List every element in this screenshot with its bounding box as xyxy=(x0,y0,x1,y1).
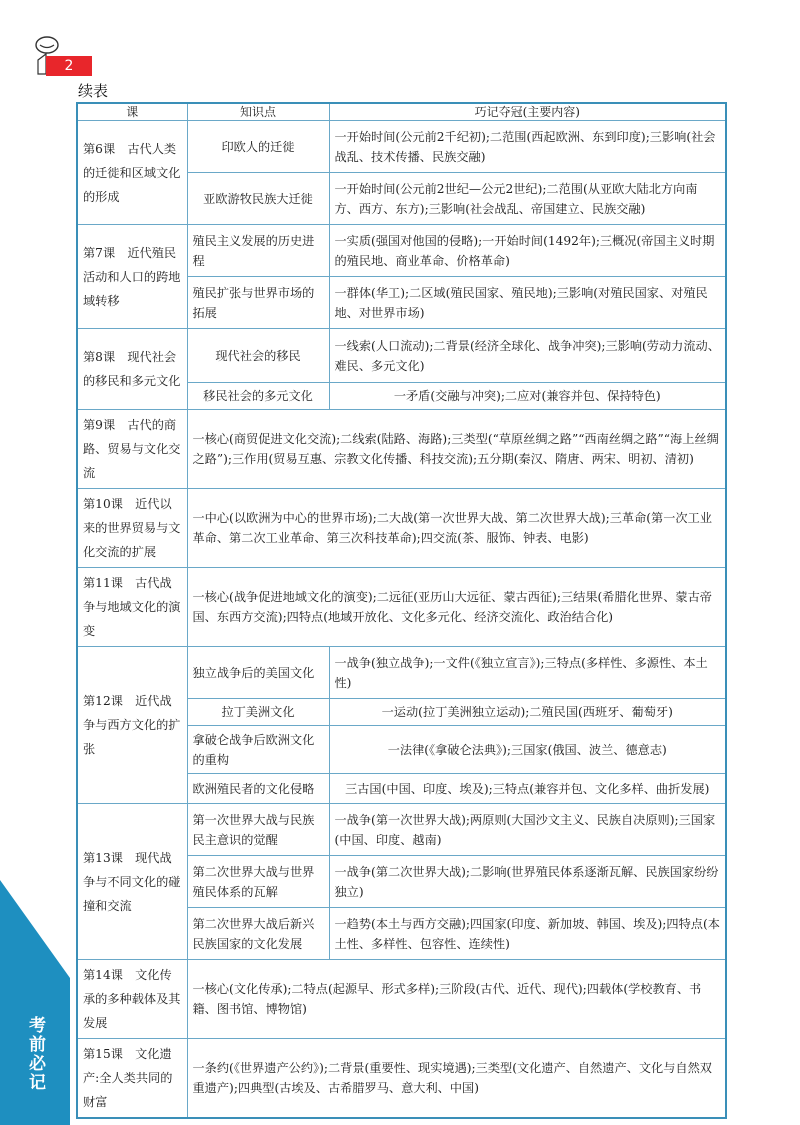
lesson-cell: 第6课 古代人类的迁徙和区域文化的形成 xyxy=(77,121,187,225)
continued-label: 续表 xyxy=(78,82,109,100)
column-header-lesson: 课 xyxy=(77,103,187,121)
table-row xyxy=(77,960,726,1039)
table-row xyxy=(77,647,726,699)
content-cell: 一法律(《拿破仑法典》);三国家(俄国、波兰、德意志) xyxy=(329,726,726,774)
knowledge-cell: 殖民主义发展的历史进程 xyxy=(187,225,329,277)
table-row xyxy=(77,1039,726,1119)
knowledge-cell: 殖民扩张与世界市场的拓展 xyxy=(187,277,329,329)
table-header-row xyxy=(77,103,726,121)
lesson-cell: 第7课 近代殖民活动和人口的跨地域转移 xyxy=(77,225,187,329)
knowledge-table xyxy=(76,102,727,1119)
lesson-cell: 第12课 近代战争与西方文化的扩张 xyxy=(77,647,187,804)
lesson-cell: 第15课 文化遗产:全人类共同的财富 xyxy=(77,1039,187,1119)
column-header-knowledge: 知识点 xyxy=(187,103,329,121)
knowledge-cell: 亚欧游牧民族大迁徙 xyxy=(187,173,329,225)
content-cell: 一运动(拉丁美洲独立运动);二殖民国(西班牙、葡萄牙) xyxy=(329,699,726,726)
column-header-content: 巧记夺冠(主要内容) xyxy=(329,103,726,121)
knowledge-cell: 印欧人的迁徙 xyxy=(187,121,329,173)
knowledge-cell: 移民社会的多元文化 xyxy=(187,383,329,410)
content-cell: 一核心(文化传承);二特点(起源早、形式多样);三阶段(古代、近代、现代);四载体(学校教育、书籍、图书馆、博物馆) xyxy=(187,960,726,1039)
content-cell: 一战争(第一次世界大战);两原则(大国沙文主义、民族自决原则);三国家(中国、印度、越南) xyxy=(329,804,726,856)
page-number: 2 xyxy=(46,56,92,76)
lesson-cell: 第13课 现代战争与不同文化的碰撞和交流 xyxy=(77,804,187,960)
content-cell: 三古国(中国、印度、埃及);三特点(兼容并包、文化多样、曲折发展) xyxy=(329,774,726,804)
knowledge-cell: 第二次世界大战后新兴民族国家的文化发展 xyxy=(187,908,329,960)
content-cell: 一条约(《世界遗产公约》);二背景(重要性、现实境遇);三类型(文化遗产、自然遗产、文化与自然双重遗产);四典型(古埃及、古希腊罗马、意大利、中国) xyxy=(187,1039,726,1119)
content-cell: 一线索(人口流动);二背景(经济全球化、战争冲突);三影响(劳动力流动、难民、多元文化) xyxy=(329,329,726,383)
knowledge-cell: 独立战争后的美国文化 xyxy=(187,647,329,699)
knowledge-cell: 第二次世界大战与世界殖民体系的瓦解 xyxy=(187,856,329,908)
content-cell: 一中心(以欧洲为中心的世界市场);二大战(第一次世界大战、第二次世界大战);三革命(第一次工业革命、第二次工业革命、第三次科技革命);四交流(茶、服饰、钟表、电影) xyxy=(187,489,726,568)
content-cell: 一核心(战争促进地域文化的演变);二远征(亚历山大远征、蒙古西征);三结果(希腊化世界、蒙古帝国、东西方交流);四特点(地域开放化、文化多元化、经济交流化、政治结合化) xyxy=(187,568,726,647)
content-cell: 一开始时间(公元前2千纪初);二范围(西起欧洲、东到印度);三影响(社会战乱、技术传播、民族交融) xyxy=(329,121,726,173)
sidebar-label: 考前必记 xyxy=(25,1016,45,1092)
knowledge-cell: 第一次世界大战与民族民主意识的觉醒 xyxy=(187,804,329,856)
knowledge-cell: 拉丁美洲文化 xyxy=(187,699,329,726)
lesson-cell: 第14课 文化传承的多种载体及其发展 xyxy=(77,960,187,1039)
content-cell: 一核心(商贸促进文化交流);二线索(陆路、海路);三类型(“草原丝绸之路”“西南丝绸之路”“海上丝绸之路”);三作用(贸易互惠、宗教文化传播、科技交流);五分期(秦汉、隋唐、两宋、明初、清初) xyxy=(187,410,726,489)
table-row xyxy=(77,568,726,647)
content-cell: 一趋势(本土与西方交融);四国家(印度、新加坡、韩国、埃及);四特点(本土性、多样性、包容性、连续性) xyxy=(329,908,726,960)
lesson-cell: 第10课 近代以来的世界贸易与文化交流的扩展 xyxy=(77,489,187,568)
lesson-cell: 第11课 古代战争与地域文化的演变 xyxy=(77,568,187,647)
lesson-cell: 第9课 古代的商路、贸易与文化交流 xyxy=(77,410,187,489)
content-cell: 一战争(独立战争);一文件(《独立宣言》);三特点(多样性、多源性、本土性) xyxy=(329,647,726,699)
lesson-cell: 第8课 现代社会的移民和多元文化 xyxy=(77,329,187,410)
table-row xyxy=(77,121,726,173)
knowledge-cell: 现代社会的移民 xyxy=(187,329,329,383)
knowledge-cell: 拿破仑战争后欧洲文化的重构 xyxy=(187,726,329,774)
table-row xyxy=(77,804,726,856)
table-row xyxy=(77,489,726,568)
content-cell: 一群体(华工);二区域(殖民国家、殖民地);三影响(对殖民国家、对殖民地、对世界市场) xyxy=(329,277,726,329)
knowledge-cell: 欧洲殖民者的文化侵略 xyxy=(187,774,329,804)
content-cell: 一实质(强国对他国的侵略);一开始时间(1492年);三概况(帝国主义时期的殖民地、商业革命、价格革命) xyxy=(329,225,726,277)
content-cell: 一矛盾(交融与冲突);二应对(兼容并包、保持特色) xyxy=(329,383,726,410)
content-cell: 一开始时间(公元前2世纪—公元2世纪);二范围(从亚欧大陆北方向南方、西方、东方);三影响(社会战乱、帝国建立、民族交融) xyxy=(329,173,726,225)
table-row xyxy=(77,410,726,489)
table-row xyxy=(77,329,726,383)
table-row xyxy=(77,225,726,277)
content-cell: 一战争(第二次世界大战);二影响(世界殖民体系逐渐瓦解、民族国家纷纷独立) xyxy=(329,856,726,908)
